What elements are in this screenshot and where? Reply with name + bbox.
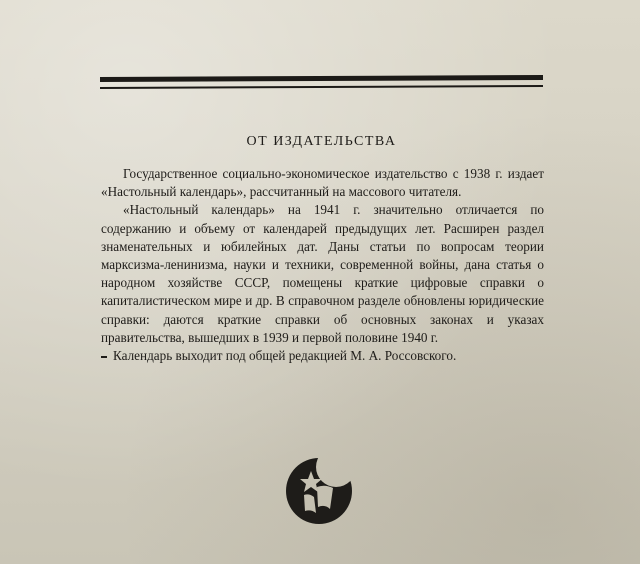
- publisher-emblem-icon: [284, 457, 354, 525]
- paragraph-editor-text: Календарь выходит под общей редакцией М. А. Россовского.: [113, 348, 457, 364]
- page-title: ОТ ИЗДАТЕЛЬСТВА: [246, 134, 397, 149]
- header-rule-thick: [100, 75, 543, 82]
- paragraph-contents: «Настольный календарь» на 1941 г. значительно отличается по содержанию и объему от календарей предыдущих лет. Расширен раздел знаменательных и юбилейных дат. Даны статьи по вопросам теории марксизма-ленинизма, науки и техники, современной войны, дана статья о народном хозяйстве СССР, помещены краткие цифровые справки о капиталистическом мире и др. В справочном разделе обновлены юридические справки: даются краткие справки об основных законах и указах правительства, вышедших в 1939 и первой половине 1940 г.: [101, 202, 544, 345]
- body-text: [101, 165, 544, 365]
- paragraph-intro: Государственное социально-экономическое издательство с 1938 г. издает «Настольный календарь», рассчитанный на массового читателя.: [101, 166, 544, 200]
- dash-mark: [101, 356, 107, 358]
- header-rule-thin: [100, 85, 543, 89]
- paragraph-editor: [101, 347, 544, 365]
